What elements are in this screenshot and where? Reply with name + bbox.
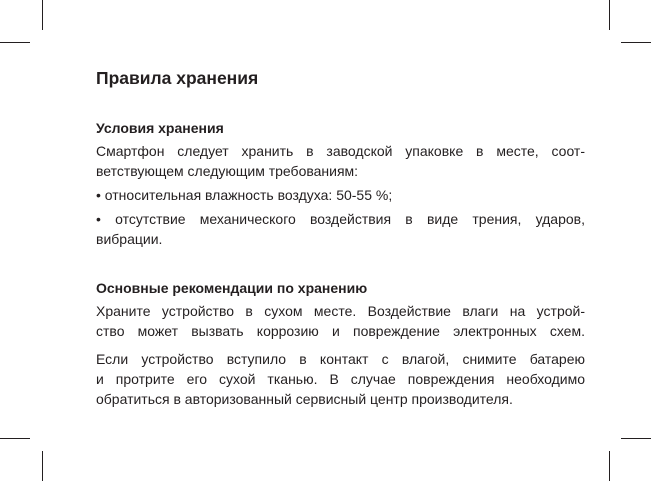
crop-mark-top-right	[609, 0, 610, 30]
crop-mark-bottom-right-h	[621, 438, 651, 439]
crop-mark-bottom-left-h	[0, 438, 30, 439]
section-storage-recommendations	[96, 278, 585, 409]
text-line: ство может вызвать коррозию и повреждение электронных схем.	[96, 323, 585, 339]
text-line: • отсутствие механического воздействия в виде трения, ударов,	[96, 211, 585, 227]
crop-mark-top-right-h	[621, 42, 651, 43]
text-line: ветствующем следующим требованиям:	[96, 163, 359, 179]
section-storage-conditions	[96, 118, 585, 249]
text-line: Если устройство вступило в контакт с влагой, снимите батарею	[96, 351, 585, 367]
text-line: • относительная влажность воздуха: 50-55 %;	[96, 187, 393, 203]
bullet-item	[96, 185, 585, 205]
crop-mark-bottom-right	[609, 451, 610, 481]
crop-mark-bottom-left	[42, 451, 43, 481]
bullet-item	[96, 209, 585, 249]
text-line: вибрации.	[96, 231, 163, 247]
text-line: и протрите его сухой тканью. В случае повреждения необходимо	[96, 371, 585, 387]
intro-paragraph	[96, 141, 585, 181]
section-heading: Основные рекомендации по хранению	[96, 280, 368, 296]
crop-mark-top-left-h	[0, 42, 30, 43]
document-page	[96, 66, 585, 413]
text-line: Храните устройство в сухом месте. Воздействие влаги на устрой-	[96, 303, 585, 319]
paragraph	[96, 349, 585, 409]
page-title: Правила хранения	[96, 68, 259, 88]
section-heading: Условия хранения	[96, 120, 224, 136]
crop-mark-top-left	[42, 0, 43, 30]
text-line: Смартфон следует хранить в заводской упаковке в месте, соот-	[96, 143, 585, 159]
text-line: обратиться в авторизованный сервисный центр производителя.	[96, 391, 513, 407]
paragraph	[96, 301, 585, 341]
